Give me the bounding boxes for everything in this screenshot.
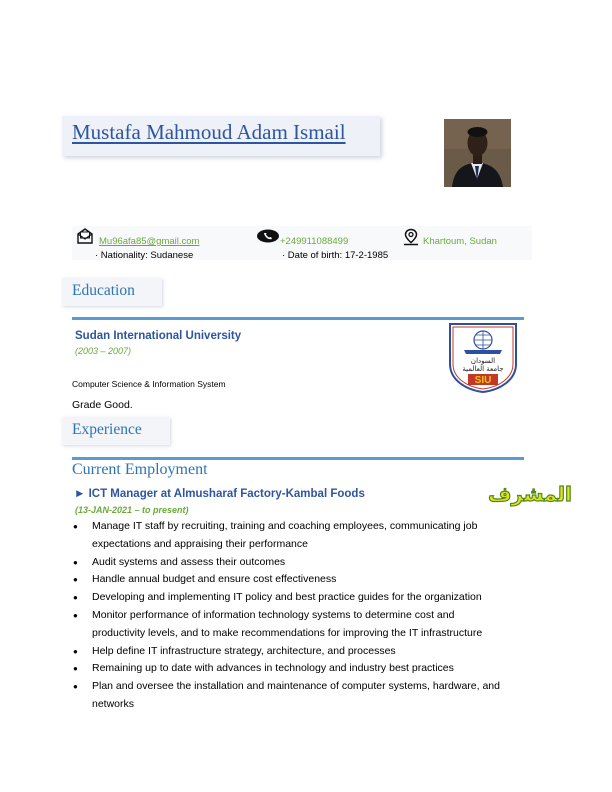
location: Khartoum, Sudan xyxy=(423,236,497,247)
company-logo xyxy=(484,478,576,510)
job-dates: (13-JAN-2021 – to present) xyxy=(75,505,189,515)
university-logo xyxy=(444,320,522,394)
phone-icon xyxy=(256,229,280,243)
duty-item: ● Manage IT staff by recruiting, training and coaching employees, communicating job expectations and appraising their performance xyxy=(72,518,502,554)
university-name: Sudan International University xyxy=(75,330,242,342)
current-employment-heading: Current Employment xyxy=(72,461,208,478)
experience-heading: Experience xyxy=(72,421,142,438)
degree-major: Computer Science & Information System xyxy=(72,379,226,389)
duty-item: ● Remaining up to date with advances in technology and industry best practices xyxy=(72,660,502,678)
experience-divider xyxy=(72,457,524,460)
date-of-birth: · Date of birth: 17-2-1985 xyxy=(282,250,389,261)
logo-arabic-line1: السودان xyxy=(470,357,496,365)
phone-number: +249911088499 xyxy=(280,236,349,247)
duty-item: ● Plan and oversee the installation and maintenance of computer systems, hardware, and networks xyxy=(72,678,502,714)
duty-item: ● Handle annual budget and ensure cost effectiveness xyxy=(72,571,502,589)
location-pin-icon xyxy=(402,228,420,246)
job-title: ► ICT Manager at Almusharaf Factory-Kambal Foods xyxy=(74,488,365,500)
nationality: · Nationality: Sudanese xyxy=(95,250,194,261)
email-icon xyxy=(76,227,94,245)
duty-item: ● Developing and implementing IT policy and best practice guides for the organization xyxy=(72,589,502,607)
person-name: Mustafa Mahmoud Adam Ismail xyxy=(72,120,346,144)
email-link[interactable]: Mu96afa85@gmail.com xyxy=(99,236,200,247)
duty-item: ● Help define IT infrastructure strategy, architecture, and processes xyxy=(72,643,502,661)
degree-grade: Grade Good. xyxy=(72,399,133,411)
education-heading: Education xyxy=(72,282,135,299)
duties-list xyxy=(72,518,502,714)
university-years: (2003 – 2007) xyxy=(75,346,132,356)
profile-photo xyxy=(444,119,511,187)
company-logo-text: المشرف xyxy=(488,482,572,506)
logo-arabic-line2: جامعة العالمية xyxy=(462,365,504,373)
logo-acronym: SIU xyxy=(474,375,492,386)
duty-item: ● Monitor performance of information technology systems to determine cost and productivity levels, and to make recommendations for improving the IT infrastructure xyxy=(72,607,502,643)
duty-item: ● Audit systems and assess their outcomes xyxy=(72,554,502,572)
